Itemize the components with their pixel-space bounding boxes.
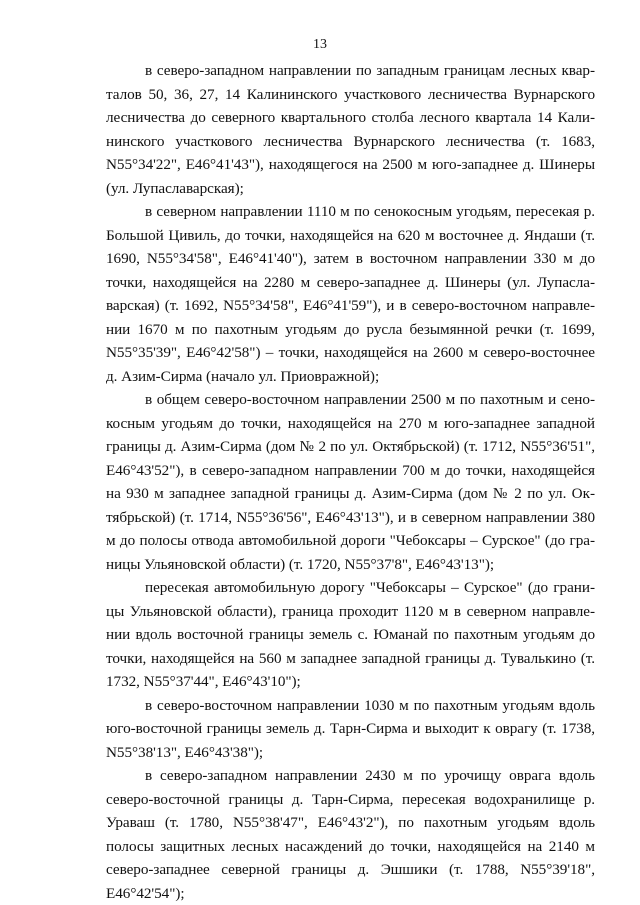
paragraph-3: в общем северо-восточном направлении 2500 м по пахотным и сенокосным угодьям до точки, находящейся на 270 м юго-западнее западной границы д. Азим-Сирма (дом № 2 по ул. Октябрьской) (т. 1712, N55°36'51", E46°43'52"), в северо-западном направлении 700 м до точки, находящейся на 930 м западнее западной границы д. Азим-Сирма (дом № 2 по ул. Октябрьской) (т. 1714, N55°36'56", E46°43'13"), и в северном направлении 380 м до полосы отвода автомобильной дороги "Чебоксары – Сурское" (до границы Ульяновской области) (т. 1720, N55°37'8", E46°43'13"); bbox=[106, 391, 595, 573]
paragraph-5: в северо-восточном направлении 1030 м по пахотным угодьям вдоль юго-восточной границы земель д. Тарн-Сирма и выходит к оврагу (т. 1738, N55°38'13", E46°43'38"); bbox=[106, 696, 595, 761]
paragraph-6: в северо-западном направлении 2430 м по урочищу оврага вдоль северо-восточной границы д. Тарн-Сирма, пересекая водохранилище р. Ураваш (т. 1780, N55°38'47", E46°43'2"), по пахотным угодьям вдоль полосы защитных лесных насаждений до точки, находящейся на 2140 м северо-западнее северной границы д. Эшшики (т. 1788, N55°39'18", E46°42'54"); bbox=[106, 767, 595, 902]
paragraph-2: в северном направлении 1110 м по сенокосным угодьям, пересекая р. Большой Цивиль, до точки, находящейся на 620 м восточнее д. Яндаши (т. 1690, N55°34'58", E46°41'40"), затем в восточном направлении 330 м до точки, находящейся на 2280 м северо-западнее д. Шинеры (ул. Лупаславарская) (т. 1692, N55°34'58", E46°41'59"), и в северо-восточном направлении 1670 м по пахотным угодьям до русла безымянной речки (т. 1699, N55°35'39", E46°42'58") – точки, находящейся на 2600 м северо-восточнее д. Азим-Сирма (начало ул. Приовражной); bbox=[106, 203, 595, 385]
paragraph-1: в северо-западном направлении по западным границам лесных кварталов 50, 36, 27, 14 Калининского участкового лесничества Вурнарского лесничества до северного квартального столба лесного квартала 14 Калининского участкового лесничества Вурнарского лесничества (т. 1683, N55°34'22", E46°41'43"), находящегося на 2500 м юго-западнее д. Шинеры (ул. Лупаславарская); bbox=[106, 62, 595, 197]
paragraph-4: пересекая автомобильную дорогу "Чебоксары – Сурское" (до границы Ульяновской области), граница проходит 1120 м в северном направлении вдоль восточной границы земель с. Юманай по пахотным угодьям до точки, находящейся на 560 м западнее западной границы д. Тувалькино (т. 1732, N55°37'44", E46°43'10"); bbox=[106, 579, 595, 690]
page-number: 13 bbox=[313, 37, 327, 52]
document-body bbox=[106, 59, 595, 905]
